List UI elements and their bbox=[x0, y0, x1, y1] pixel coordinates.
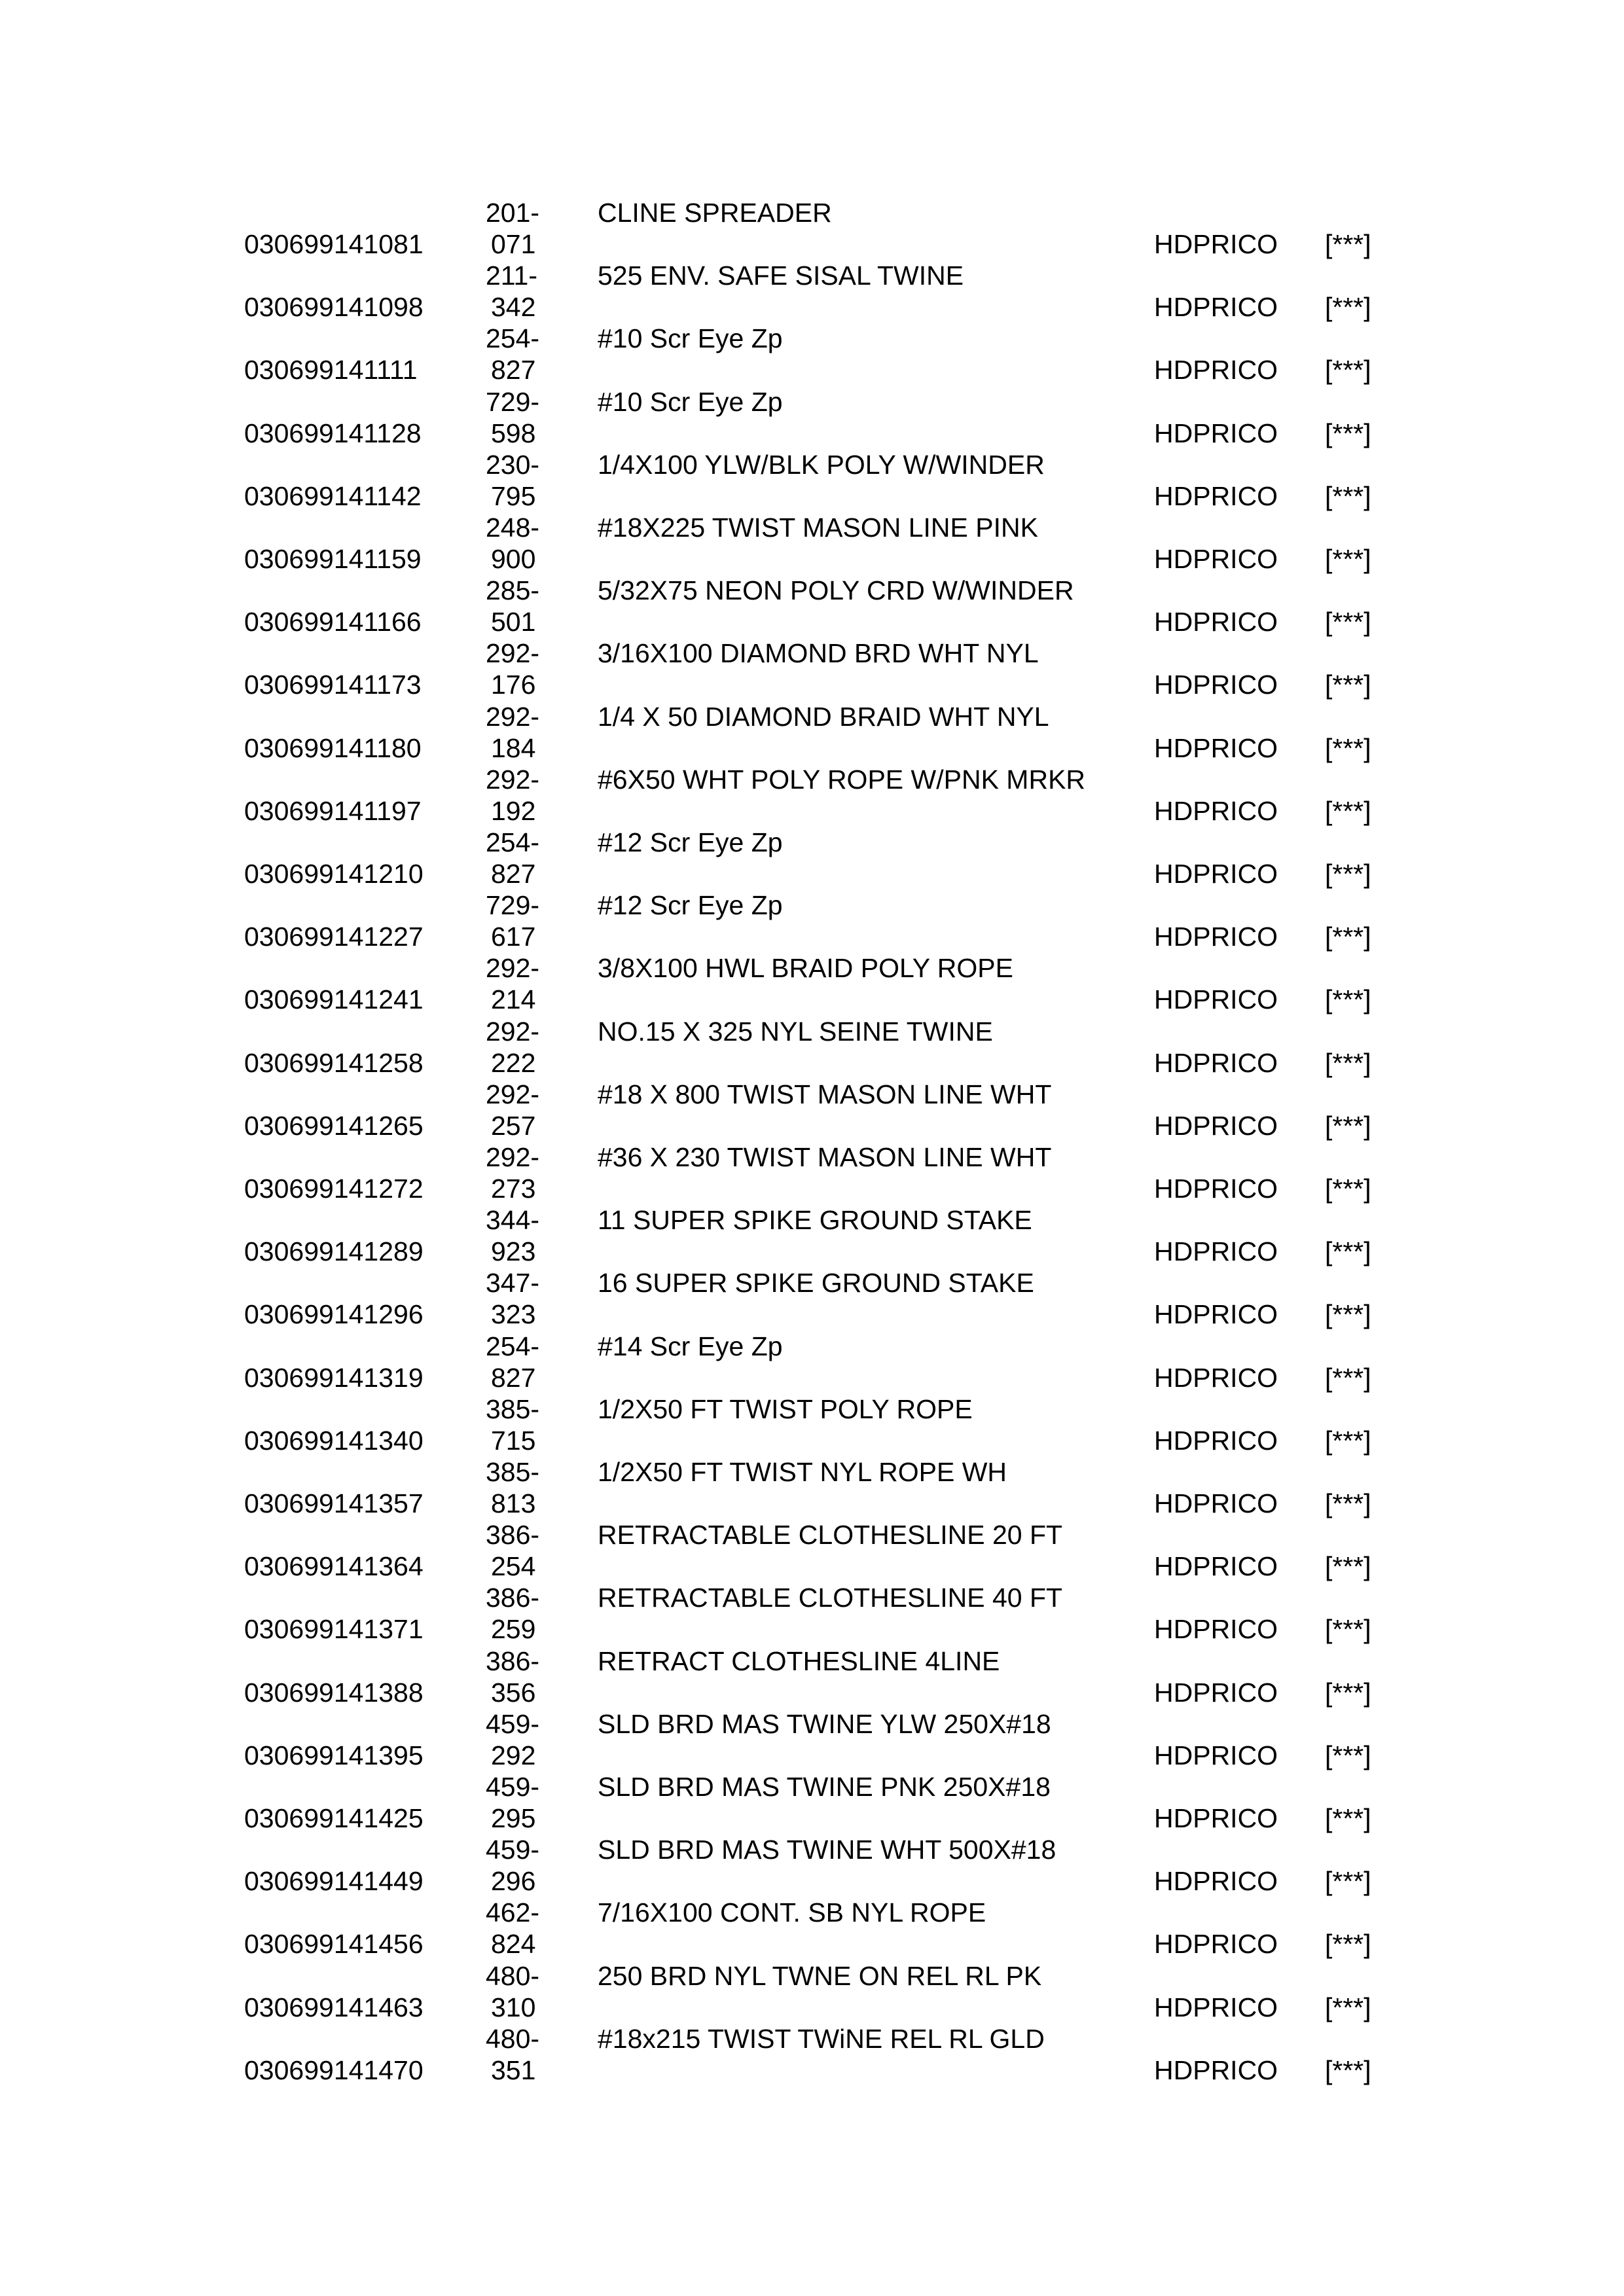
redacted-price: [***] bbox=[1325, 670, 1371, 700]
vendor-code: HDPRICO bbox=[1154, 1236, 1278, 1267]
sku-suffix: 827 bbox=[491, 355, 536, 386]
table-row bbox=[0, 1456, 1624, 1519]
sku-suffix: 273 bbox=[491, 1174, 536, 1204]
sku-prefix: 254- bbox=[486, 1331, 540, 1361]
upc-code: 030699141142 bbox=[244, 480, 422, 511]
table-row bbox=[0, 1834, 1624, 1897]
redacted-price: [***] bbox=[1325, 1047, 1371, 1078]
sku-suffix: 310 bbox=[491, 1992, 536, 2022]
sku-prefix: 292- bbox=[486, 764, 540, 795]
upc-code: 030699141258 bbox=[244, 1047, 424, 1078]
sku-prefix: 292- bbox=[486, 1079, 540, 1109]
vendor-code: HDPRICO bbox=[1154, 1992, 1278, 2022]
vendor-code: HDPRICO bbox=[1154, 1299, 1278, 1330]
sku-prefix: 386- bbox=[486, 1645, 540, 1676]
sku-prefix: 292- bbox=[486, 1016, 540, 1047]
vendor-code: HDPRICO bbox=[1154, 1110, 1278, 1141]
vendor-code: HDPRICO bbox=[1154, 607, 1278, 637]
item-description: 16 SUPER SPIKE GROUND STAKE bbox=[598, 1268, 1034, 1299]
item-description: 11 SUPER SPIKE GROUND STAKE bbox=[598, 1205, 1032, 1236]
upc-code: 030699141098 bbox=[244, 292, 424, 323]
redacted-price: [***] bbox=[1325, 1551, 1371, 1582]
redacted-price: [***] bbox=[1325, 859, 1371, 889]
sku-prefix: 459- bbox=[486, 1772, 540, 1802]
vendor-code: HDPRICO bbox=[1154, 984, 1278, 1015]
table-row bbox=[0, 1141, 1624, 1204]
vendor-code: HDPRICO bbox=[1154, 1803, 1278, 1833]
sku-prefix: 480- bbox=[486, 2023, 540, 2054]
sku-prefix: 459- bbox=[486, 1835, 540, 1865]
sku-prefix: 386- bbox=[486, 1583, 540, 1613]
upc-code: 030699141296 bbox=[244, 1299, 424, 1330]
redacted-price: [***] bbox=[1325, 1929, 1371, 1960]
redacted-price: [***] bbox=[1325, 1488, 1371, 1518]
table-row bbox=[0, 1645, 1624, 1708]
sku-prefix: 230- bbox=[486, 449, 540, 480]
sku-suffix: 254 bbox=[491, 1551, 536, 1582]
sku-suffix: 184 bbox=[491, 732, 536, 763]
redacted-price: [***] bbox=[1325, 2054, 1371, 2085]
redacted-price: [***] bbox=[1325, 229, 1371, 259]
item-description: 250 BRD NYL TWNE ON REL RL PK bbox=[598, 1960, 1042, 1991]
item-description: RETRACTABLE CLOTHESLINE 20 FT bbox=[598, 1520, 1063, 1551]
vendor-code: HDPRICO bbox=[1154, 1866, 1278, 1897]
vendor-code: HDPRICO bbox=[1154, 480, 1278, 511]
table-row bbox=[0, 1519, 1624, 1582]
item-description: 1/4 X 50 DIAMOND BRAID WHT NYL bbox=[598, 701, 1049, 732]
redacted-price: [***] bbox=[1325, 355, 1371, 386]
upc-code: 030699141449 bbox=[244, 1866, 424, 1897]
sku-prefix: 254- bbox=[486, 323, 540, 354]
redacted-price: [***] bbox=[1325, 1299, 1371, 1330]
redacted-price: [***] bbox=[1325, 292, 1371, 323]
sku-suffix: 715 bbox=[491, 1425, 536, 1456]
table-row bbox=[0, 197, 1624, 260]
table-row bbox=[0, 1016, 1624, 1079]
redacted-price: [***] bbox=[1325, 1236, 1371, 1267]
sku-suffix: 192 bbox=[491, 795, 536, 826]
upc-code: 030699141111 bbox=[244, 355, 418, 386]
sku-suffix: 351 bbox=[491, 2054, 536, 2085]
redacted-price: [***] bbox=[1325, 732, 1371, 763]
upc-code: 030699141319 bbox=[244, 1362, 424, 1393]
sku-prefix: 459- bbox=[486, 1708, 540, 1739]
vendor-code: HDPRICO bbox=[1154, 1425, 1278, 1456]
table-row bbox=[0, 449, 1624, 512]
sku-suffix: 501 bbox=[491, 607, 536, 637]
sku-suffix: 292 bbox=[491, 1740, 536, 1770]
vendor-code: HDPRICO bbox=[1154, 1174, 1278, 1204]
item-description: #36 X 230 TWIST MASON LINE WHT bbox=[598, 1142, 1052, 1172]
vendor-code: HDPRICO bbox=[1154, 1677, 1278, 1708]
vendor-code: HDPRICO bbox=[1154, 1047, 1278, 1078]
upc-code: 030699141128 bbox=[244, 418, 422, 448]
redacted-price: [***] bbox=[1325, 984, 1371, 1015]
table-row bbox=[0, 1582, 1624, 1645]
upc-code: 030699141272 bbox=[244, 1174, 424, 1204]
item-description: 3/16X100 DIAMOND BRD WHT NYL bbox=[598, 638, 1039, 669]
sku-prefix: 385- bbox=[486, 1393, 540, 1424]
sku-suffix: 598 bbox=[491, 418, 536, 448]
table-row bbox=[0, 575, 1624, 637]
item-description: #12 Scr Eye Zp bbox=[598, 890, 783, 921]
table-row bbox=[0, 1708, 1624, 1771]
sku-prefix: 347- bbox=[486, 1268, 540, 1299]
upc-code: 030699141173 bbox=[244, 670, 422, 700]
sku-prefix: 344- bbox=[486, 1205, 540, 1236]
vendor-code: HDPRICO bbox=[1154, 2054, 1278, 2085]
vendor-code: HDPRICO bbox=[1154, 732, 1278, 763]
redacted-price: [***] bbox=[1325, 1677, 1371, 1708]
table-row bbox=[0, 1960, 1624, 2023]
upc-code: 030699141289 bbox=[244, 1236, 424, 1267]
vendor-code: HDPRICO bbox=[1154, 859, 1278, 889]
vendor-code: HDPRICO bbox=[1154, 1740, 1278, 1770]
vendor-code: HDPRICO bbox=[1154, 1551, 1278, 1582]
item-description: 1/2X50 FT TWIST NYL ROPE WH bbox=[598, 1457, 1007, 1487]
item-description: RETRACTABLE CLOTHESLINE 40 FT bbox=[598, 1583, 1063, 1613]
item-description: 7/16X100 CONT. SB NYL ROPE bbox=[598, 1897, 986, 1928]
upc-code: 030699141463 bbox=[244, 1992, 424, 2022]
sku-suffix: 176 bbox=[491, 670, 536, 700]
sku-prefix: 292- bbox=[486, 701, 540, 732]
sku-suffix: 813 bbox=[491, 1488, 536, 1518]
sku-prefix: 211- bbox=[486, 260, 538, 291]
table-row bbox=[0, 1267, 1624, 1330]
upc-code: 030699141166 bbox=[244, 607, 422, 637]
item-description: #10 Scr Eye Zp bbox=[598, 323, 783, 354]
sku-suffix: 795 bbox=[491, 480, 536, 511]
upc-code: 030699141159 bbox=[244, 544, 422, 574]
vendor-code: HDPRICO bbox=[1154, 355, 1278, 386]
table-row bbox=[0, 1204, 1624, 1267]
table-row bbox=[0, 512, 1624, 575]
upc-code: 030699141210 bbox=[244, 859, 424, 889]
upc-code: 030699141357 bbox=[244, 1488, 424, 1518]
vendor-code: HDPRICO bbox=[1154, 1614, 1278, 1645]
table-row bbox=[0, 637, 1624, 700]
sku-prefix: 480- bbox=[486, 1960, 540, 1991]
sku-suffix: 356 bbox=[491, 1677, 536, 1708]
item-description: #12 Scr Eye Zp bbox=[598, 827, 783, 857]
table-row bbox=[0, 2023, 1624, 2086]
sku-prefix: 385- bbox=[486, 1457, 540, 1487]
item-description: 1/2X50 FT TWIST POLY ROPE bbox=[598, 1393, 973, 1424]
redacted-price: [***] bbox=[1325, 795, 1371, 826]
sku-suffix: 827 bbox=[491, 1362, 536, 1393]
upc-code: 030699141371 bbox=[244, 1614, 424, 1645]
sku-prefix: 292- bbox=[486, 638, 540, 669]
upc-code: 030699141388 bbox=[244, 1677, 424, 1708]
vendor-code: HDPRICO bbox=[1154, 544, 1278, 574]
vendor-code: HDPRICO bbox=[1154, 1488, 1278, 1518]
sku-suffix: 617 bbox=[491, 922, 536, 952]
upc-code: 030699141241 bbox=[244, 984, 424, 1015]
sku-prefix: 729- bbox=[486, 890, 540, 921]
vendor-code: HDPRICO bbox=[1154, 670, 1278, 700]
sku-prefix: 248- bbox=[486, 512, 540, 543]
upc-code: 030699141180 bbox=[244, 732, 422, 763]
table-row bbox=[0, 1897, 1624, 1960]
table-row bbox=[0, 260, 1624, 323]
redacted-price: [***] bbox=[1325, 1362, 1371, 1393]
redacted-price: [***] bbox=[1325, 1866, 1371, 1897]
sku-suffix: 257 bbox=[491, 1110, 536, 1141]
item-description: #6X50 WHT POLY ROPE W/PNK MRKR bbox=[598, 764, 1086, 795]
upc-code: 030699141227 bbox=[244, 922, 424, 952]
table-row bbox=[0, 827, 1624, 889]
sku-suffix: 259 bbox=[491, 1614, 536, 1645]
redacted-price: [***] bbox=[1325, 607, 1371, 637]
item-description: SLD BRD MAS TWINE PNK 250X#18 bbox=[598, 1772, 1051, 1802]
redacted-price: [***] bbox=[1325, 1110, 1371, 1141]
item-description: #18 X 800 TWIST MASON LINE WHT bbox=[598, 1079, 1052, 1109]
upc-code: 030699141364 bbox=[244, 1551, 424, 1582]
item-description: #18X225 TWIST MASON LINE PINK bbox=[598, 512, 1038, 543]
sku-suffix: 827 bbox=[491, 859, 536, 889]
redacted-price: [***] bbox=[1325, 1803, 1371, 1833]
table-row bbox=[0, 764, 1624, 827]
sku-suffix: 071 bbox=[491, 229, 536, 259]
redacted-price: [***] bbox=[1325, 922, 1371, 952]
table-row bbox=[0, 323, 1624, 386]
sku-prefix: 292- bbox=[486, 1142, 540, 1172]
vendor-code: HDPRICO bbox=[1154, 922, 1278, 952]
upc-code: 030699141425 bbox=[244, 1803, 424, 1833]
item-description: #18x215 TWIST TWiNE REL RL GLD bbox=[598, 2023, 1045, 2054]
sku-prefix: 386- bbox=[486, 1520, 540, 1551]
redacted-price: [***] bbox=[1325, 480, 1371, 511]
upc-code: 030699141197 bbox=[244, 795, 422, 826]
vendor-code: HDPRICO bbox=[1154, 292, 1278, 323]
table-row bbox=[0, 701, 1624, 764]
redacted-price: [***] bbox=[1325, 1614, 1371, 1645]
sku-suffix: 323 bbox=[491, 1299, 536, 1330]
redacted-price: [***] bbox=[1325, 544, 1371, 574]
redacted-price: [***] bbox=[1325, 1425, 1371, 1456]
item-description: RETRACT CLOTHESLINE 4LINE bbox=[598, 1645, 1000, 1676]
item-description: 5/32X75 NEON POLY CRD W/WINDER bbox=[598, 575, 1074, 606]
table-row bbox=[0, 1771, 1624, 1834]
sku-suffix: 824 bbox=[491, 1929, 536, 1960]
redacted-price: [***] bbox=[1325, 1992, 1371, 2022]
sku-suffix: 342 bbox=[491, 292, 536, 323]
table-row bbox=[0, 889, 1624, 952]
redacted-price: [***] bbox=[1325, 1740, 1371, 1770]
upc-code: 030699141456 bbox=[244, 1929, 424, 1960]
upc-code: 030699141395 bbox=[244, 1740, 424, 1770]
item-description: 3/8X100 HWL BRAID POLY ROPE bbox=[598, 953, 1013, 984]
sku-prefix: 285- bbox=[486, 575, 540, 606]
sku-suffix: 214 bbox=[491, 984, 536, 1015]
vendor-code: HDPRICO bbox=[1154, 795, 1278, 826]
redacted-price: [***] bbox=[1325, 418, 1371, 448]
vendor-code: HDPRICO bbox=[1154, 1362, 1278, 1393]
upc-code: 030699141265 bbox=[244, 1110, 424, 1141]
table-row bbox=[0, 1331, 1624, 1393]
item-description: SLD BRD MAS TWINE YLW 250X#18 bbox=[598, 1708, 1051, 1739]
table-row bbox=[0, 1079, 1624, 1141]
sku-prefix: 462- bbox=[486, 1897, 540, 1928]
upc-code: 030699141340 bbox=[244, 1425, 424, 1456]
table-row bbox=[0, 1393, 1624, 1456]
item-description: #14 Scr Eye Zp bbox=[598, 1331, 783, 1361]
sku-prefix: 729- bbox=[486, 386, 540, 417]
item-description: 1/4X100 YLW/BLK POLY W/WINDER bbox=[598, 449, 1045, 480]
sku-prefix: 292- bbox=[486, 953, 540, 984]
upc-code: 030699141081 bbox=[244, 229, 424, 259]
sku-suffix: 923 bbox=[491, 1236, 536, 1267]
vendor-code: HDPRICO bbox=[1154, 229, 1278, 259]
item-description: CLINE SPREADER bbox=[598, 198, 832, 228]
sku-suffix: 900 bbox=[491, 544, 536, 574]
sku-prefix: 201- bbox=[486, 198, 540, 228]
sku-suffix: 296 bbox=[491, 1866, 536, 1897]
table-row bbox=[0, 952, 1624, 1015]
item-description: SLD BRD MAS TWINE WHT 500X#18 bbox=[598, 1835, 1056, 1865]
item-description: NO.15 X 325 NYL SEINE TWINE bbox=[598, 1016, 993, 1047]
upc-code: 030699141470 bbox=[244, 2054, 424, 2085]
table-row bbox=[0, 386, 1624, 449]
vendor-code: HDPRICO bbox=[1154, 1929, 1278, 1960]
item-description: #10 Scr Eye Zp bbox=[598, 386, 783, 417]
sku-suffix: 222 bbox=[491, 1047, 536, 1078]
vendor-code: HDPRICO bbox=[1154, 418, 1278, 448]
redacted-price: [***] bbox=[1325, 1174, 1371, 1204]
sku-suffix: 295 bbox=[491, 1803, 536, 1833]
sku-prefix: 254- bbox=[486, 827, 540, 857]
item-description: 525 ENV. SAFE SISAL TWINE bbox=[598, 260, 964, 291]
